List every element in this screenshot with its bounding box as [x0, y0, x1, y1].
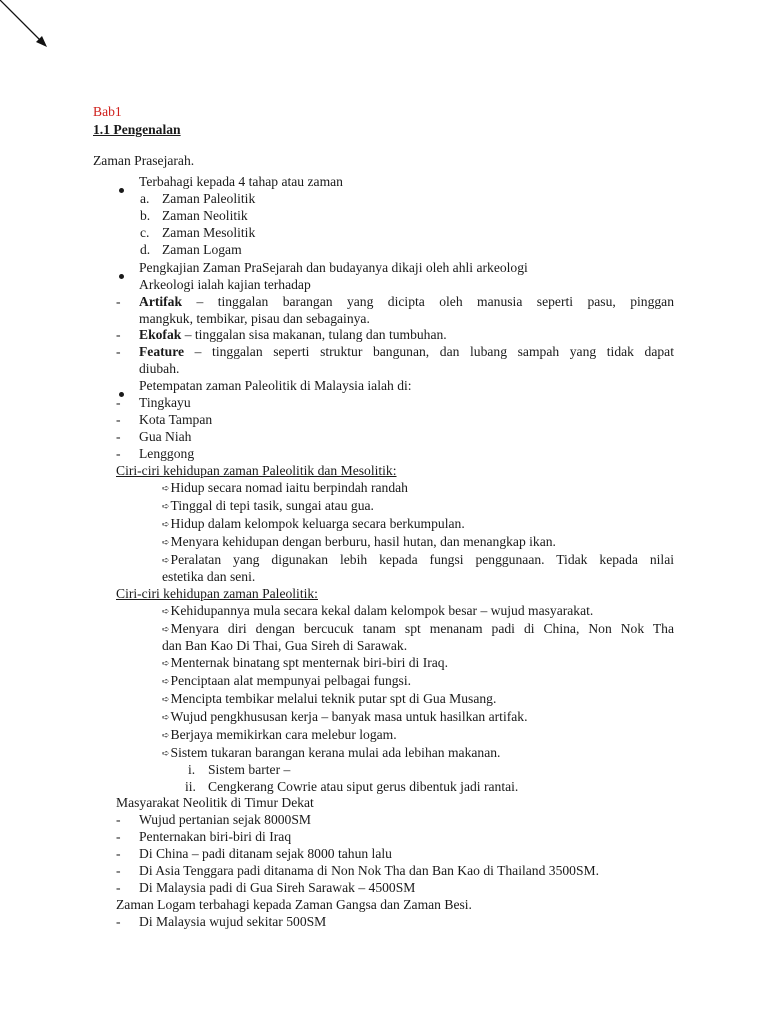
roman-item: Cengkerang Cowrie atau siput gerus dibentuk jadi rantai.: [208, 779, 519, 794]
feature-line2: diubah.: [139, 361, 180, 376]
arrow-list-item: [162, 602, 593, 621]
dash-marker: -: [116, 344, 121, 359]
ciri1-heading: Ciri-ciri kehidupan zaman Paleolitik dan Mesolitik:: [116, 463, 397, 478]
arrow-icon: ➪: [162, 556, 170, 566]
arrow-icon: ➪: [162, 502, 170, 512]
feature-desc: – tinggalan seperti struktur bangunan, dan lubang sampah yang tidak dapat: [184, 344, 674, 359]
ciri2-item: Berjaya memikirkan cara melebur logam.: [170, 727, 397, 742]
pengkajian-line: Arkeologi ialah kajian terhadap: [139, 277, 311, 292]
list-marker: a.: [140, 191, 150, 206]
dash-marker: -: [116, 412, 121, 427]
ciri1-item: Hidup secara nomad iaitu berpindah randah: [170, 480, 408, 495]
neolitik-item: Penternakan biri-biri di Iraq: [139, 829, 292, 844]
arrow-icon: ➪: [162, 607, 170, 617]
artifak-line2: mangkuk, tembikar, pisau dan sebagainya.: [139, 311, 370, 326]
ciri2-item: Sistem tukaran barangan kerana mulai ada lebihan makanan.: [170, 745, 501, 760]
dash-marker: -: [116, 914, 121, 929]
dash-marker: -: [116, 829, 121, 844]
artifak-term: Artifak: [139, 294, 183, 309]
neolitik-item: Di China – padi ditanam sejak 8000 tahun lalu: [139, 846, 392, 861]
arrow-icon: ➪: [162, 677, 170, 687]
neolitik-item: Di Asia Tenggara padi ditanama di Non Nok Tha dan Ban Kao di Thailand 3500SM.: [139, 863, 600, 878]
ekofak-term: Ekofak: [139, 327, 182, 342]
cursor-arrow-icon: [0, 0, 60, 60]
dash-marker: -: [116, 863, 121, 878]
pengkajian-line: Pengkajian Zaman PraSejarah dan budayanya dikaji oleh ahli arkeologi: [139, 260, 528, 275]
place-item: Lenggong: [139, 446, 195, 461]
list-marker: d.: [140, 242, 151, 257]
arrow-icon: ➪: [162, 520, 170, 530]
artifak-line: [139, 293, 674, 310]
place-item: Gua Niah: [139, 429, 192, 444]
petempatan-text: Petempatan zaman Paleolitik di Malaysia ialah di:: [139, 378, 412, 393]
dash-marker: -: [116, 395, 121, 410]
dash-marker: -: [116, 446, 121, 461]
arrow-list-item: [162, 497, 374, 516]
feature-term: Feature: [139, 344, 185, 359]
dash-marker: -: [116, 812, 121, 827]
place-item: Tingkayu: [139, 395, 191, 410]
arrow-icon: ➪: [162, 749, 170, 759]
ciri2-item: Menternak binatang spt menternak biri-biri di Iraq.: [170, 655, 448, 670]
arrow-list-item: [162, 533, 556, 552]
chapter-label: Bab1: [93, 104, 122, 119]
feature-line: [139, 343, 674, 360]
ciri2-menyara: Menyara diri dengan bercucuk tanam spt menanam padi di China, Non Nok Tha: [170, 621, 674, 636]
ciri2-item: Penciptaan alat mempunyai pelbagai fungsi.: [170, 673, 412, 688]
arrow-list-item: [162, 708, 528, 727]
arrow-list-item: [162, 690, 496, 709]
dash-marker: -: [116, 846, 121, 861]
neolitik-heading: Masyarakat Neolitik di Timur Dekat: [116, 795, 314, 810]
ciri2-heading: [93, 585, 318, 602]
ciri2-item: Wujud pengkhususan kerja – banyak masa untuk hasilkan artifak.: [170, 709, 528, 724]
roman-marker: ii.: [185, 779, 196, 794]
list-marker: c.: [140, 225, 150, 240]
logam-heading: Zaman Logam terbahagi kepada Zaman Gangsa dan Zaman Besi.: [116, 897, 472, 912]
arrow-list-item: [162, 479, 408, 498]
dash-marker: -: [116, 327, 121, 342]
ciri2-item: Kehidupannya mula secara kekal dalam kelompok besar – wujud masyarakat.: [170, 603, 594, 618]
arrow-icon: ➪: [162, 538, 170, 548]
neolitik-item: Wujud pertanian sejak 8000SM: [139, 812, 311, 827]
arrow-icon: ➪: [162, 731, 170, 741]
dash-marker: -: [116, 880, 121, 895]
artifak-desc: – tinggalan barangan yang dicipta oleh manusia seperti pasu, pinggan: [182, 294, 674, 309]
section-title: 1.1 Pengenalan: [93, 122, 181, 137]
ekofak-line: [139, 326, 447, 343]
tahap-text: Terbahagi kepada 4 tahap atau zaman: [139, 174, 343, 189]
list-item: Zaman Mesolitik: [162, 225, 256, 240]
arrow-list-item: [162, 672, 411, 691]
arrow-icon: ➪: [162, 713, 170, 723]
logam-item: Di Malaysia wujud sekitar 500SM: [139, 914, 327, 929]
roman-item: Sistem barter –: [208, 762, 291, 777]
place-item: Kota Tampan: [139, 412, 213, 427]
arrow-list-item: [162, 654, 448, 673]
list-item: Zaman Logam: [162, 242, 242, 257]
arrow-icon: ➪: [162, 625, 170, 635]
dash-marker: -: [116, 294, 121, 309]
arrow-list-item: [162, 515, 465, 534]
ciri2-item: Mencipta tembikar melalui teknik putar spt di Gua Musang.: [170, 691, 497, 706]
bullet-icon: [119, 266, 127, 283]
arrow-list-item: [162, 726, 397, 745]
ekofak-desc: – tinggalan sisa makanan, tulang dan tumbuhan.: [181, 327, 447, 342]
ciri2-menyara-line2: dan Ban Kao Di Thai, Gua Sireh di Sarawak.: [162, 638, 408, 653]
list-marker: b.: [140, 208, 151, 223]
intro-text: Zaman Prasejarah.: [93, 153, 195, 168]
bullet-icon: [119, 180, 127, 197]
ciri1-peralatan-line2: estetika dan seni.: [162, 569, 256, 584]
roman-marker: i.: [188, 762, 196, 777]
arrow-icon: ➪: [162, 484, 170, 494]
arrow-icon: ➪: [162, 695, 170, 705]
ciri1-item: Tinggal di tepi tasik, sungai atau gua.: [170, 498, 374, 513]
list-item: Zaman Paleolitik: [162, 191, 256, 206]
neolitik-item: Di Malaysia padi di Gua Sireh Sarawak – 4500SM: [139, 880, 416, 895]
ciri1-peralatan: Peralatan yang digunakan lebih kepada fungsi penggunaan. Tidak kepada nilai: [170, 552, 674, 567]
dash-marker: -: [116, 429, 121, 444]
arrow-icon: ➪: [162, 659, 170, 669]
ciri1-item: Menyara kehidupan dengan berburu, hasil hutan, dan menangkap ikan.: [170, 534, 556, 549]
ciri1-item: Hidup dalam kelompok keluarga secara berkumpulan.: [170, 516, 465, 531]
list-item: Zaman Neolitik: [162, 208, 248, 223]
ciri2-heading-text: Ciri-ciri kehidupan zaman Paleolitik:: [116, 586, 318, 601]
